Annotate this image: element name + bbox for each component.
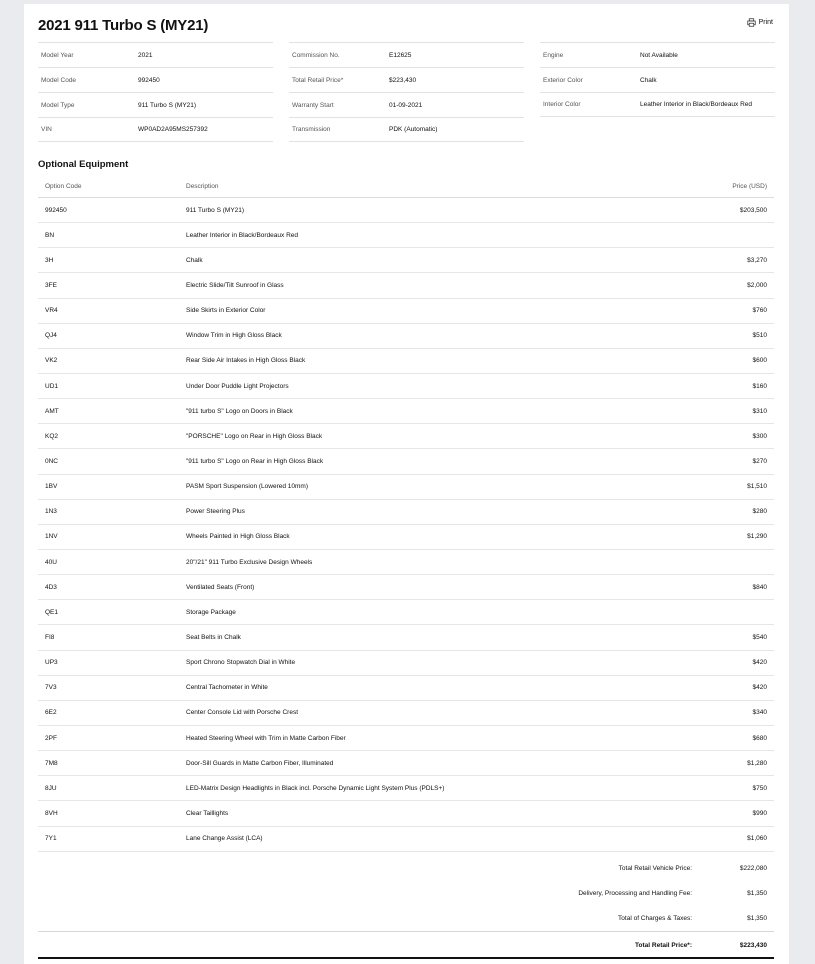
equipment-table-body — [38, 198, 774, 852]
spec-value: $223,430 — [389, 76, 417, 84]
option-code-cell: BN — [45, 231, 55, 239]
spec-label: Engine — [543, 51, 564, 59]
price-totals — [38, 856, 774, 958]
price-cell: $540 — [752, 633, 767, 641]
spec-label: Transmission — [292, 126, 331, 133]
table-row — [38, 726, 774, 751]
total-row — [38, 856, 774, 881]
table-row — [38, 299, 774, 324]
table-row — [38, 248, 774, 273]
spec-row — [289, 67, 524, 92]
description-cell: Side Skirts in Exterior Color — [186, 307, 266, 315]
option-code-cell: 7V3 — [45, 684, 57, 692]
option-code-cell: UP3 — [45, 659, 58, 667]
description-cell: Door-Sill Guards in Matte Carbon Fiber, Illuminated — [186, 759, 334, 767]
specs-column-1 — [38, 42, 273, 142]
description-cell: Seat Belts in Chalk — [186, 633, 241, 641]
description-cell: Wheels Painted in High Gloss Black — [186, 533, 290, 541]
description-cell: "PORSCHE" Logo on Rear in High Gloss Black — [186, 432, 323, 440]
table-row — [38, 525, 774, 550]
header-price: Price (USD) — [732, 182, 767, 190]
spec-row — [289, 117, 524, 142]
price-cell: $1,280 — [747, 759, 767, 767]
header-description: Description — [186, 182, 219, 190]
specs-column-3 — [540, 42, 775, 117]
spec-value: 01-09-2021 — [389, 101, 423, 109]
description-cell: "911 turbo S" Logo on Doors in Black — [186, 407, 293, 415]
price-cell: $1,060 — [747, 835, 767, 843]
spec-label: Exterior Color — [543, 76, 583, 84]
total-value: $1,350 — [747, 915, 767, 922]
bottom-divider — [38, 957, 774, 959]
price-cell: $680 — [752, 734, 767, 742]
total-value: $1,350 — [747, 890, 767, 897]
description-cell: 911 Turbo S (MY21) — [186, 206, 245, 214]
spec-value: Not Available — [640, 51, 678, 59]
spec-row — [38, 117, 273, 142]
spec-label: Total Retail Price* — [292, 76, 344, 84]
price-cell: $203,500 — [739, 206, 767, 214]
option-code-cell: 6E2 — [45, 709, 57, 717]
table-row — [38, 349, 774, 374]
price-cell: $1,290 — [747, 533, 767, 541]
price-cell: $420 — [752, 684, 767, 692]
price-cell: $340 — [752, 709, 767, 717]
option-code-cell: FI8 — [45, 633, 55, 641]
description-cell: LED-Matrix Design Headlights in Black incl. Porsche Dynamic Light System Plus (PDLS+) — [186, 784, 445, 792]
table-row — [38, 399, 774, 424]
equipment-table-header — [38, 175, 774, 198]
price-cell: $840 — [752, 583, 767, 591]
option-code-cell: 3H — [45, 256, 54, 264]
total-value: $223,430 — [739, 941, 767, 949]
price-cell: $600 — [752, 357, 767, 365]
table-row — [38, 701, 774, 726]
price-cell: $990 — [752, 809, 767, 817]
table-row — [38, 273, 774, 298]
option-code-cell: VK2 — [45, 357, 58, 365]
table-row — [38, 374, 774, 399]
option-code-cell: 8JU — [45, 784, 57, 792]
option-code-cell: UD1 — [45, 382, 59, 390]
option-code-cell: 1BV — [45, 483, 58, 491]
option-code-cell: 8VH — [45, 809, 58, 817]
header-option-code: Option Code — [45, 182, 82, 190]
option-code-cell: 4D3 — [45, 583, 57, 591]
option-code-cell: 2PF — [45, 734, 57, 742]
spec-row — [540, 92, 775, 117]
option-code-cell: 0NC — [45, 457, 59, 465]
total-label: Total Retail Price*: — [635, 941, 692, 949]
table-row — [38, 223, 774, 248]
spec-value: E12625 — [389, 51, 412, 59]
table-row — [38, 424, 774, 449]
spec-row — [38, 67, 273, 92]
price-cell: $2,000 — [747, 281, 767, 289]
option-code-cell: 992450 — [45, 206, 67, 214]
table-row — [38, 449, 774, 474]
equipment-table — [38, 175, 774, 852]
description-cell: Ventilated Seats (Front) — [186, 583, 255, 591]
spec-row — [540, 42, 775, 67]
total-row — [38, 906, 774, 931]
table-row — [38, 651, 774, 676]
spec-row — [289, 42, 524, 67]
option-code-cell: VR4 — [45, 307, 58, 315]
spec-label: Model Type — [41, 101, 75, 109]
option-code-cell: 1NV — [45, 533, 58, 541]
price-cell: $510 — [752, 332, 767, 340]
spec-label: Warranty Start — [292, 101, 334, 109]
description-cell: Under Door Puddle Light Projectors — [186, 382, 289, 390]
spec-row — [38, 92, 273, 117]
spec-row — [38, 42, 273, 67]
spec-value: 2021 — [138, 51, 153, 59]
table-row — [38, 827, 774, 852]
spec-row — [540, 67, 775, 92]
price-cell: $160 — [752, 382, 767, 390]
description-cell: Storage Package — [186, 608, 236, 616]
table-row — [38, 751, 774, 776]
optional-equipment-title: Optional Equipment — [38, 159, 129, 170]
description-cell: Clear Taillights — [186, 809, 229, 817]
option-code-cell: QJ4 — [45, 332, 57, 340]
table-row — [38, 550, 774, 575]
table-row — [38, 600, 774, 625]
table-row — [38, 198, 774, 223]
spec-label: Interior Color — [543, 101, 581, 108]
description-cell: Power Steering Plus — [186, 508, 245, 516]
description-cell: Center Console Lid with Porsche Crest — [186, 709, 298, 717]
page-title: 2021 911 Turbo S (MY21) — [38, 17, 209, 34]
total-label: Delivery, Processing and Handling Fee: — [578, 890, 692, 897]
option-code-cell: 3FE — [45, 281, 57, 289]
price-cell: $270 — [752, 457, 767, 465]
spec-label: Commission No. — [292, 51, 340, 59]
total-label: Total of Charges & Taxes: — [618, 915, 692, 922]
table-row — [38, 801, 774, 826]
spec-value: Leather Interior in Black/Bordeaux Red — [640, 101, 753, 108]
description-cell: Chalk — [186, 256, 203, 264]
description-cell: Leather Interior in Black/Bordeaux Red — [186, 231, 299, 239]
description-cell: Lane Change Assist (LCA) — [186, 835, 263, 843]
option-code-cell: 1N3 — [45, 508, 57, 516]
spec-label: Model Code — [41, 76, 77, 84]
description-cell: Window Trim in High Gloss Black — [186, 332, 282, 340]
table-row — [38, 676, 774, 701]
description-cell: Electric Slide/Tilt Sunroof in Glass — [186, 281, 284, 289]
total-label: Total Retail Vehicle Price: — [618, 865, 692, 872]
price-cell: $300 — [752, 432, 767, 440]
total-value: $222,080 — [739, 865, 767, 872]
spec-value: WP0AD2A95MS257392 — [138, 126, 208, 133]
price-cell: $3,270 — [747, 256, 767, 264]
option-code-cell: 7Y1 — [45, 835, 57, 843]
table-row — [38, 475, 774, 500]
printer-icon — [747, 18, 756, 27]
option-code-cell: 40U — [45, 558, 57, 566]
price-cell: $280 — [752, 508, 767, 516]
total-retail-price-row — [38, 931, 774, 958]
option-code-cell: 7M8 — [45, 759, 58, 767]
description-cell: PASM Sport Suspension (Lowered 10mm) — [186, 483, 308, 491]
spec-value: 911 Turbo S (MY21) — [138, 101, 197, 109]
spec-label: Model Year — [41, 51, 74, 59]
spec-row — [289, 92, 524, 117]
specs-column-2 — [289, 42, 524, 142]
description-cell: "911 turbo S" Logo on Rear in High Gloss Black — [186, 457, 324, 465]
table-row — [38, 324, 774, 349]
description-cell: Sport Chrono Stopwatch Dial in White — [186, 659, 296, 667]
description-cell: Rear Side Air Intakes in High Gloss Black — [186, 357, 306, 365]
table-row — [38, 575, 774, 600]
description-cell: 20"/21" 911 Turbo Exclusive Design Wheels — [186, 558, 313, 566]
price-cell: $760 — [752, 307, 767, 315]
table-row — [38, 500, 774, 525]
table-row — [38, 776, 774, 801]
spec-label: VIN — [41, 126, 52, 133]
option-code-cell: KQ2 — [45, 432, 59, 440]
option-code-cell: QE1 — [45, 608, 59, 616]
option-code-cell: AMT — [45, 407, 59, 415]
spec-value: Chalk — [640, 76, 657, 84]
vehicle-sticker-card — [24, 4, 789, 964]
total-row — [38, 881, 774, 906]
price-cell: $310 — [752, 407, 767, 415]
spec-value: PDK (Automatic) — [389, 126, 438, 133]
spec-value: 992450 — [138, 76, 160, 84]
price-cell: $420 — [752, 659, 767, 667]
print-label: Print — [758, 19, 773, 26]
description-cell: Central Tachometer in White — [186, 684, 268, 692]
price-cell: $750 — [752, 784, 767, 792]
description-cell: Heated Steering Wheel with Trim in Matte Carbon Fiber — [186, 734, 346, 742]
print-button[interactable] — [747, 18, 773, 27]
table-row — [38, 625, 774, 650]
price-cell: $1,510 — [747, 483, 767, 491]
